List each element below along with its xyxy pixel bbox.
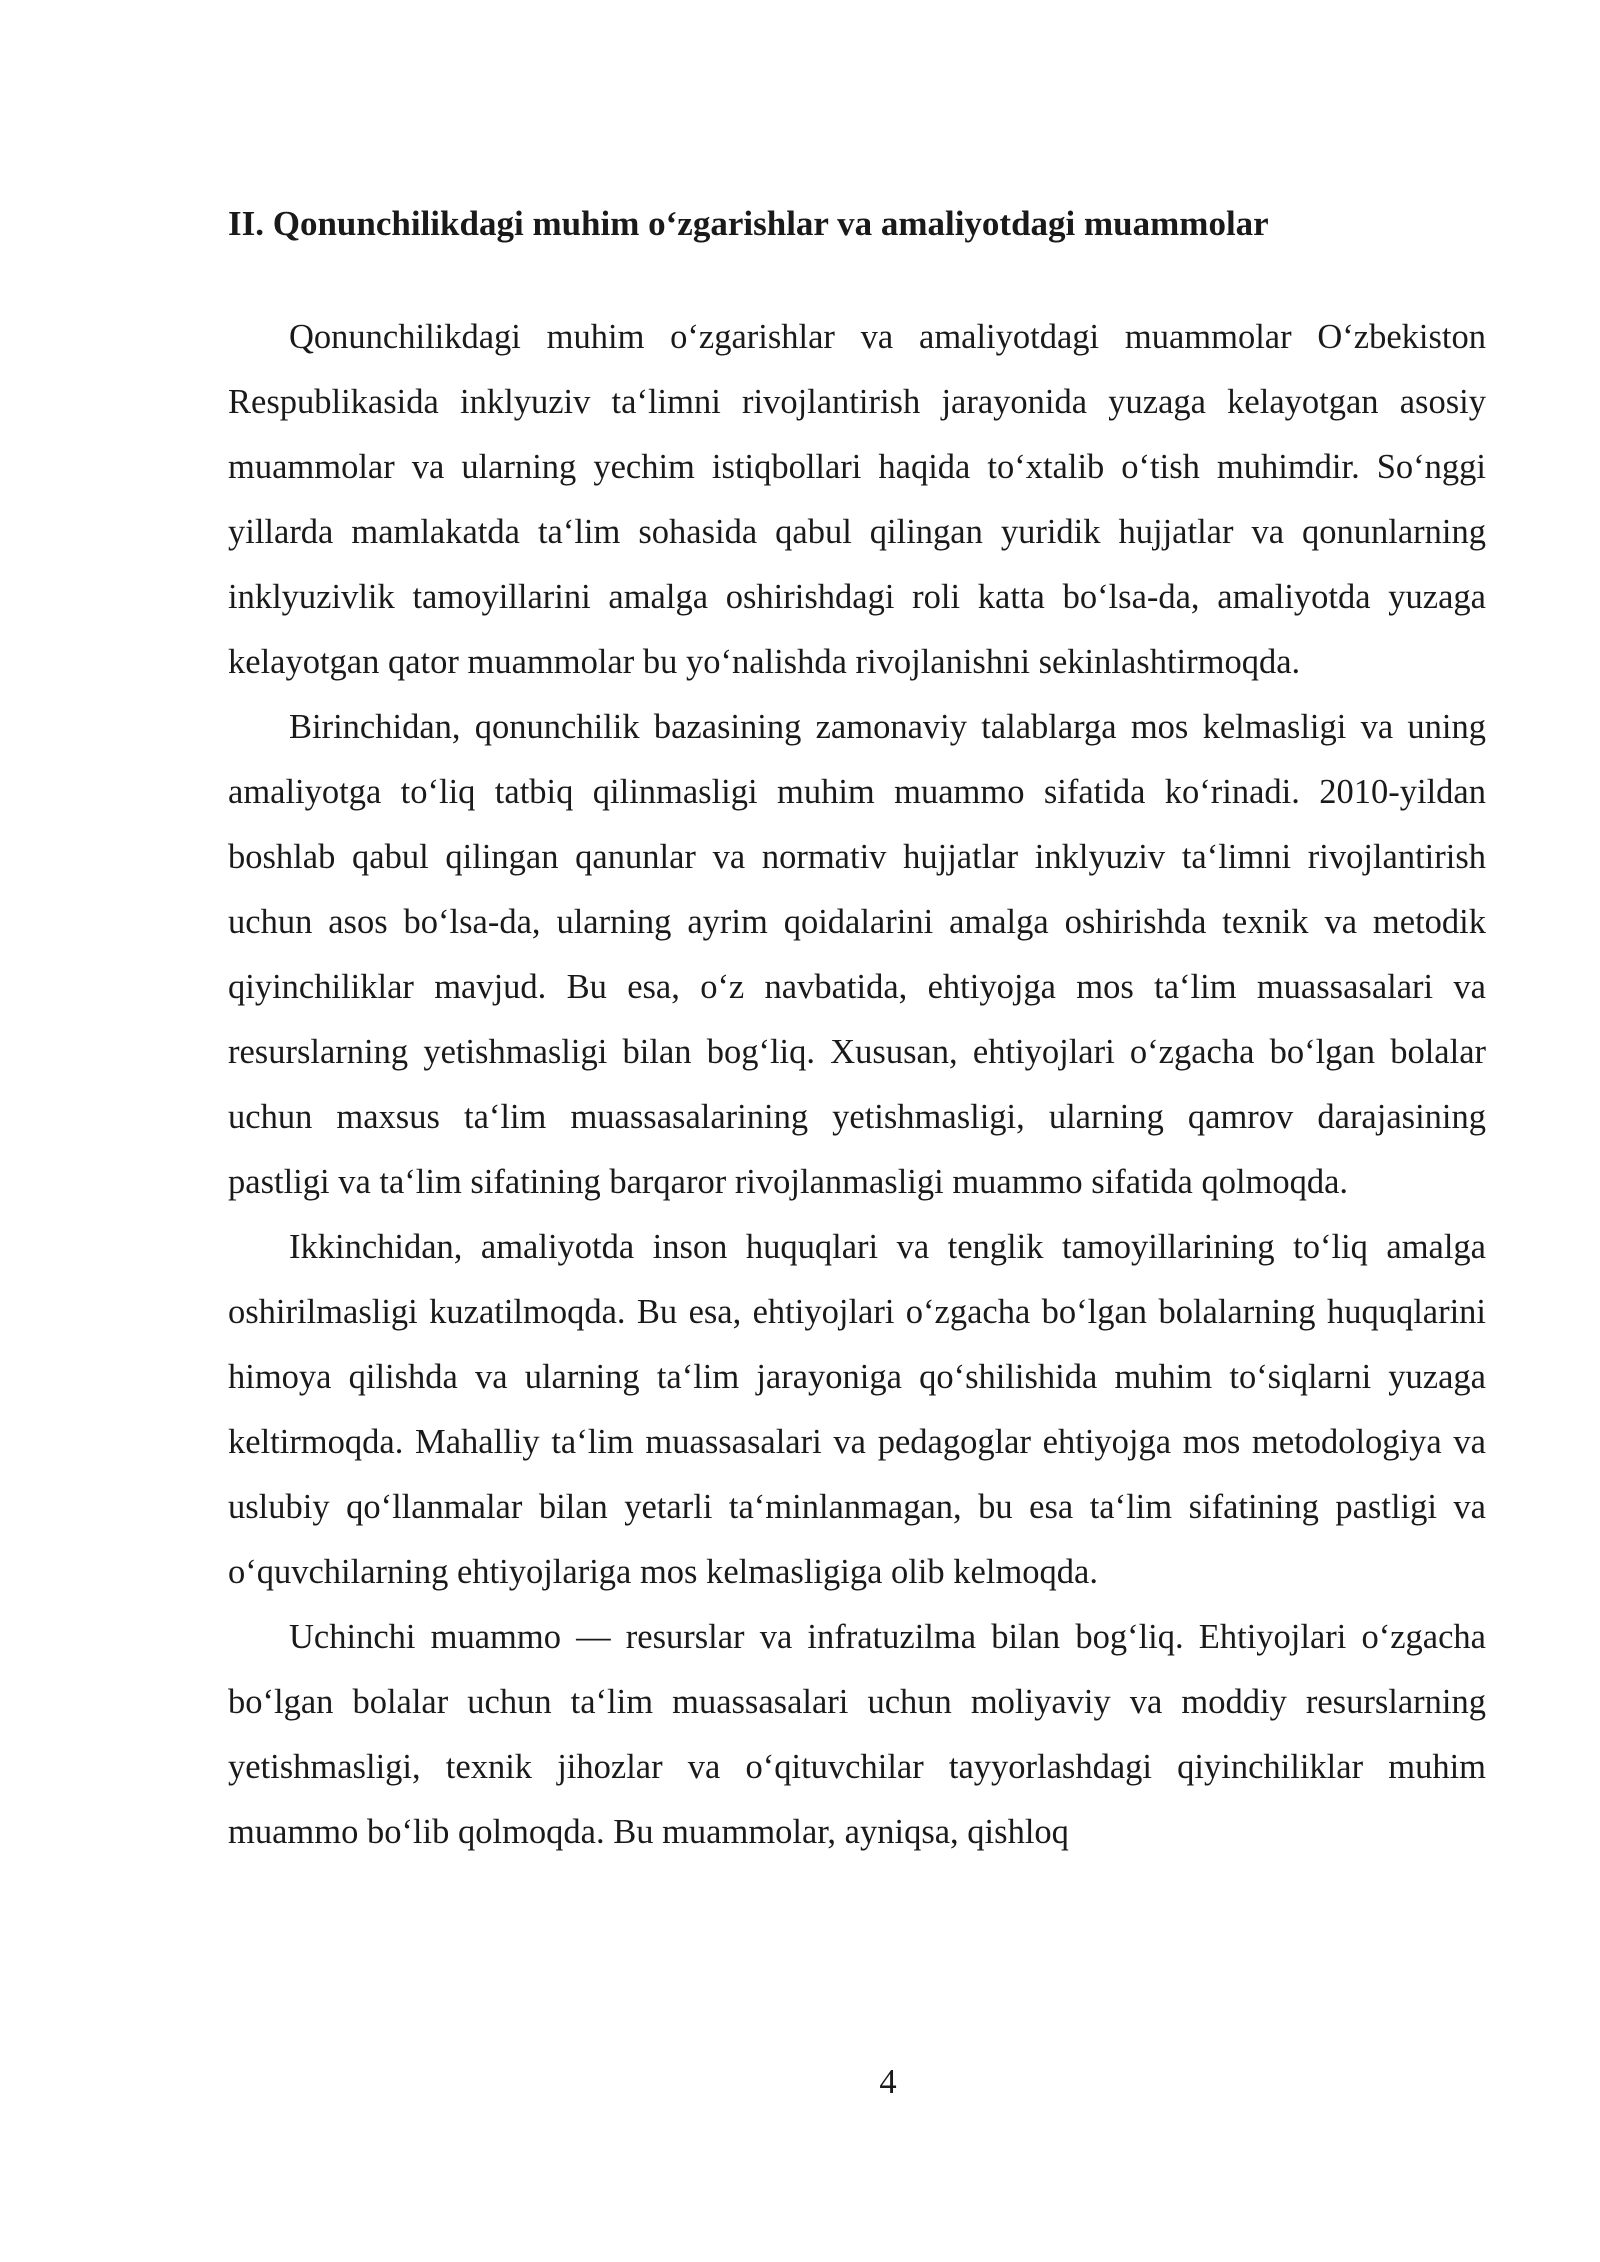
- section-heading: II. Qonunchilikdagi muhim o‘zgarishlar va amaliyotdagi muammolar: [228, 204, 1269, 243]
- paragraph-2: Birinchidan, qonunchilik bazasining zamonaviy talablarga mos kelmasligi va uning amaliyotga to‘liq tatbiq qilinmasligi muhim muammo sifatida ko‘rinadi. 2010-yildan boshlab qabul qilingan qanunlar va normativ hujjatlar inklyuziv ta‘limni rivojlantirish uchun asos bo‘lsa-da, ularning ayrim qoidalarini amalga oshirishda texnik va metodik qiyinchiliklar mavjud. Bu esa, o‘z navbatida, ehtiyojga mos ta‘lim muassasalari va resurslarning yetishmasligi bilan bog‘liq. Xususan, ehtiyojlari o‘zgacha bo‘lgan bolalar uchun maxsus ta‘lim muassasalarining yetishmasligi, ularning qamrov darajasining pastligi va ta‘lim sifatining barqaror rivojlanmasligi muammo sifatida qolmoqda.: [228, 708, 1486, 1201]
- body-text: [228, 305, 1486, 1865]
- paragraph-3: Ikkinchidan, amaliyotda inson huquqlari va tenglik tamoyillarining to‘liq amalga oshirilmasligi kuzatilmoqda. Bu esa, ehtiyojlari o‘zgacha bo‘lgan bolalarning huquqlarini himoya qilishda va ularning ta‘lim jarayoniga qo‘shilishida muhim to‘siqlarni yuzaga keltirmoqda. Mahalliy ta‘lim muassasalari va pedagoglar ehtiyojga mos metodologiya va uslubiy qo‘llanmalar bilan yetarli ta‘minlanmagan, bu esa ta‘lim sifatining pastligi va o‘quvchilarning ehtiyojlariga mos kelmasligiga olib kelmoqda.: [228, 1228, 1486, 1591]
- paragraph-4: Uchinchi muammo — resurslar va infratuzilma bilan bog‘liq. Ehtiyojlari o‘zgacha bo‘lgan bolalar uchun ta‘lim muassasalari uchun moliyaviy va moddiy resurslarning yetishmasligi, texnik jihozlar va o‘qituvchilar tayyorlashdagi qiyinchiliklar muhim muammo bo‘lib qolmoqda. Bu muammolar, ayniqsa, qishloq: [228, 1618, 1486, 1851]
- page-number: 4: [879, 2063, 897, 2101]
- paragraph-1: Qonunchilikdagi muhim o‘zgarishlar va amaliyotdagi muammolar O‘zbekiston Respublikasida inklyuziv ta‘limni rivojlantirish jarayonida yuzaga kelayotgan asosiy muammolar va ularning yechim istiqbollari haqida to‘xtalib o‘tish muhimdir. So‘nggi yillarda mamlakatda ta‘lim sohasida qabul qilingan yuridik hujjatlar va qonunlarning inklyuzivlik tamoyillarini amalga oshirishdagi roli katta bo‘lsa-da, amaliyotda yuzaga kelayotgan qator muammolar bu yo‘nalishda rivojlanishni sekinlashtirmoqda.: [228, 318, 1486, 681]
